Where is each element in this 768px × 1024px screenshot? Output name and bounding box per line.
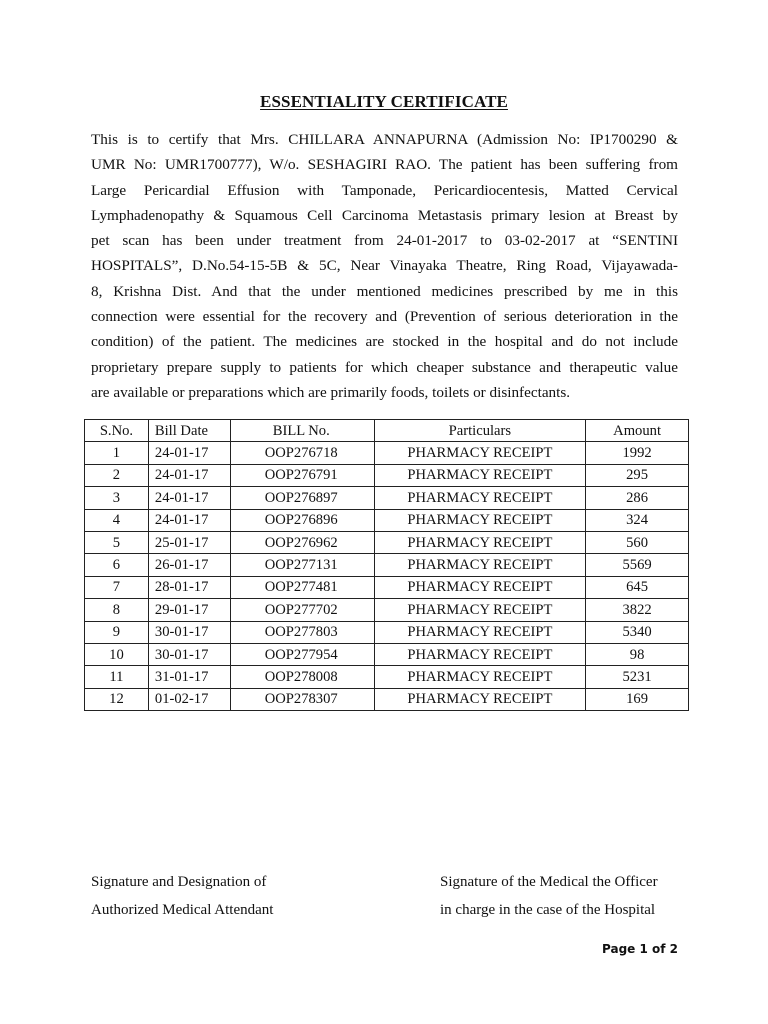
cell-sno: 4 <box>85 509 149 531</box>
paragraph-line: Large Pericardial Effusion with Tamponade, Pericardiocentesis, Matted Cervical <box>91 181 678 199</box>
cell-particulars: PHARMACY RECEIPT <box>374 509 586 531</box>
cell-sno: 10 <box>85 643 149 665</box>
table-row <box>85 621 689 643</box>
table-header-row <box>85 420 689 442</box>
cell-amount: 560 <box>586 531 689 553</box>
cell-particulars: PHARMACY RECEIPT <box>374 643 586 665</box>
cell-amount: 5231 <box>586 666 689 688</box>
paragraph-line: 8, Krishna Dist. And that the under mentioned medicines prescribed by me in this <box>91 282 678 300</box>
paragraph-line: connection were essential for the recovery and (Prevention of serious deterioration in the <box>91 308 678 326</box>
cell-particulars: PHARMACY RECEIPT <box>374 599 586 621</box>
document-title: ESSENTIALITY CERTIFICATE <box>260 92 508 111</box>
officer-signature-block <box>440 868 658 924</box>
cell-sno: 2 <box>85 464 149 486</box>
cell-bill-date: 24-01-17 <box>148 509 230 531</box>
cell-sno: 11 <box>85 666 149 688</box>
table-row <box>85 666 689 688</box>
cell-bill-date: 24-01-17 <box>148 442 230 464</box>
header-sno: S.No. <box>85 420 149 442</box>
cell-sno: 12 <box>85 688 149 710</box>
page-number: Page 1 of 2 <box>602 942 678 956</box>
cell-particulars: PHARMACY RECEIPT <box>374 487 586 509</box>
paragraph-line: pet scan has been under treatment from 24-01-2017 to 03-02-2017 at “SENTINI <box>91 232 678 250</box>
cell-sno: 1 <box>85 442 149 464</box>
cell-bill-no: OOP278307 <box>230 688 374 710</box>
cell-bill-date: 26-01-17 <box>148 554 230 576</box>
table-row <box>85 643 689 665</box>
cell-bill-no: OOP277702 <box>230 599 374 621</box>
bills-table <box>84 419 689 711</box>
signature-line: in charge in the case of the Hospital <box>440 902 656 918</box>
paragraph-line: proprietary prepare supply to patients for which cheaper substance and therapeutic value <box>91 358 678 376</box>
table-row <box>85 442 689 464</box>
cell-sno: 6 <box>85 554 149 576</box>
table-row <box>85 487 689 509</box>
signature-line: Signature of the Medical the Officer <box>440 874 658 890</box>
cell-bill-no: OOP277131 <box>230 554 374 576</box>
cell-bill-date: 24-01-17 <box>148 487 230 509</box>
cell-amount: 324 <box>586 509 689 531</box>
cell-bill-date: 31-01-17 <box>148 666 230 688</box>
header-particulars: Particulars <box>374 420 586 442</box>
cell-bill-no: OOP276962 <box>230 531 374 553</box>
table-body <box>85 442 689 711</box>
attendant-signature-block <box>91 868 273 924</box>
cell-particulars: PHARMACY RECEIPT <box>374 442 586 464</box>
cell-particulars: PHARMACY RECEIPT <box>374 688 586 710</box>
cell-sno: 7 <box>85 576 149 598</box>
cell-amount: 5340 <box>586 621 689 643</box>
header-amount: Amount <box>586 420 689 442</box>
paragraph-line: This is to certify that Mrs. CHILLARA ANNAPURNA (Admission No: IP1700290 & <box>91 131 678 148</box>
cell-bill-no: OOP276896 <box>230 509 374 531</box>
table-row <box>85 599 689 621</box>
cell-bill-date: 25-01-17 <box>148 531 230 553</box>
cell-bill-date: 01-02-17 <box>148 688 230 710</box>
cell-bill-no: OOP277803 <box>230 621 374 643</box>
cell-amount: 645 <box>586 576 689 598</box>
paragraph-line: HOSPITALS”, D.No.54-15-5B & 5C, Near Vinayaka Theatre, Ring Road, Vijayawada- <box>91 257 678 275</box>
cell-amount: 3822 <box>586 599 689 621</box>
cell-bill-no: OOP278008 <box>230 666 374 688</box>
signature-line: Signature and Designation of <box>91 874 267 890</box>
cell-particulars: PHARMACY RECEIPT <box>374 621 586 643</box>
cell-bill-no: OOP277954 <box>230 643 374 665</box>
table-row <box>85 688 689 710</box>
table-row <box>85 509 689 531</box>
cell-bill-date: 30-01-17 <box>148 621 230 643</box>
signature-line: Authorized Medical Attendant <box>91 902 274 918</box>
header-bill-date: Bill Date <box>148 420 230 442</box>
cell-bill-date: 29-01-17 <box>148 599 230 621</box>
paragraph-line: Lymphadenopathy & Squamous Cell Carcinoma Metastasis primary lesion at Breast by <box>91 206 678 224</box>
cell-amount: 169 <box>586 688 689 710</box>
cell-amount: 98 <box>586 643 689 665</box>
cell-particulars: PHARMACY RECEIPT <box>374 531 586 553</box>
cell-bill-date: 28-01-17 <box>148 576 230 598</box>
paragraph-line: are available or preparations which are primarily foods, toilets or disinfectants. <box>91 383 571 401</box>
cell-amount: 286 <box>586 487 689 509</box>
table-row <box>85 464 689 486</box>
certificate-paragraph <box>91 127 678 405</box>
cell-bill-date: 24-01-17 <box>148 464 230 486</box>
cell-bill-no: OOP276897 <box>230 487 374 509</box>
paragraph-line: condition) of the patient. The medicines are stocked in the hospital and do not include <box>91 333 678 351</box>
cell-sno: 9 <box>85 621 149 643</box>
header-bill-no: BILL No. <box>230 420 374 442</box>
table-row <box>85 576 689 598</box>
cell-sno: 5 <box>85 531 149 553</box>
cell-bill-no: OOP277481 <box>230 576 374 598</box>
table-row <box>85 531 689 553</box>
cell-amount: 5569 <box>586 554 689 576</box>
cell-sno: 3 <box>85 487 149 509</box>
table-row <box>85 554 689 576</box>
cell-particulars: PHARMACY RECEIPT <box>374 554 586 576</box>
cell-particulars: PHARMACY RECEIPT <box>374 464 586 486</box>
cell-bill-no: OOP276718 <box>230 442 374 464</box>
cell-bill-date: 30-01-17 <box>148 643 230 665</box>
paragraph-line: UMR No: UMR1700777), W/o. SESHAGIRI RAO. The patient has been suffering from <box>91 156 678 174</box>
cell-sno: 8 <box>85 599 149 621</box>
cell-particulars: PHARMACY RECEIPT <box>374 666 586 688</box>
cell-bill-no: OOP276791 <box>230 464 374 486</box>
cell-amount: 1992 <box>586 442 689 464</box>
cell-amount: 295 <box>586 464 689 486</box>
cell-particulars: PHARMACY RECEIPT <box>374 576 586 598</box>
